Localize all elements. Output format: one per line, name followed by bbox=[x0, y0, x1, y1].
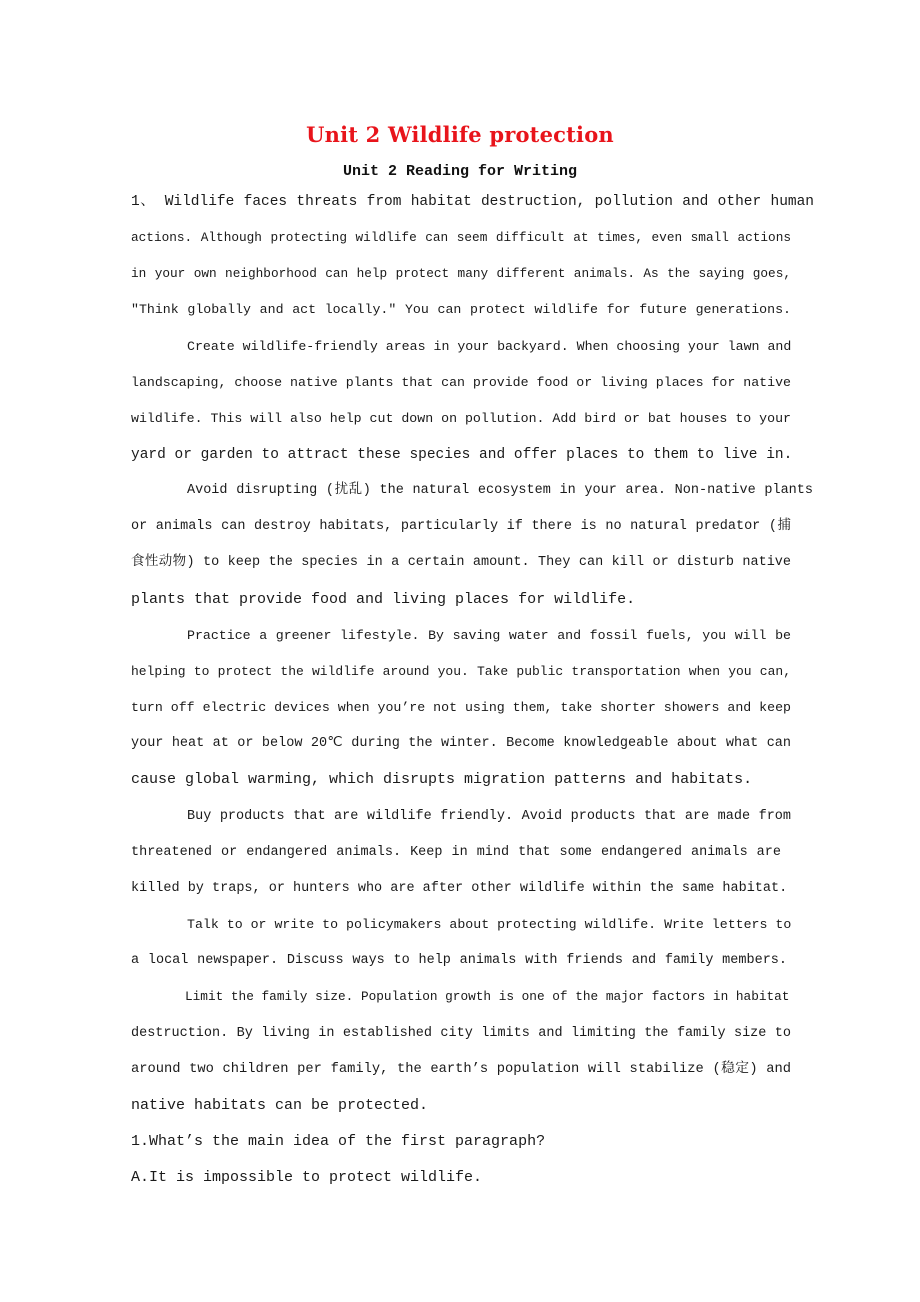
paragraph-3-line-3: 食性动物) to keep the species in a certain amount. They can kill or disturb native bbox=[131, 555, 791, 570]
paragraph-2-line-1: Create wildlife-friendly areas in your backyard. When choosing your lawn and bbox=[187, 339, 792, 354]
paragraph-4-line-3: turn off electric devices when you’re not using them, take shorter showers and keep bbox=[131, 700, 791, 715]
paragraph-5-line-1: Buy products that are wildlife friendly. Avoid products that are made from bbox=[187, 809, 791, 824]
paragraph-1-line-1: 1、 Wildlife faces threats from habitat destruction, pollution and other human bbox=[131, 194, 814, 210]
paragraph-6-line-2: a local newspaper. Discuss ways to help animals with friends and family members. bbox=[131, 953, 787, 968]
paragraph-7-line-4: native habitats can be protected. bbox=[131, 1097, 429, 1114]
paragraph-4-line-5: cause global warming, which disrupts migration patterns and habitats. bbox=[131, 771, 753, 788]
paragraph-7-line-1: Limit the family size. Population growth is one of the major factors in habitat bbox=[185, 989, 790, 1004]
paragraph-4-line-2: helping to protect the wildlife around you. Take public transportation when you can, bbox=[131, 664, 791, 679]
paragraph-7-line-3: around two children per family, the earth’s population will stabilize (稳定) and bbox=[131, 1062, 791, 1077]
paragraph-3-line-2: or animals can destroy habitats, particularly if there is no natural predator (捕 bbox=[131, 519, 791, 534]
paragraph-2-line-2: landscaping, choose native plants that can provide food or living places for native bbox=[131, 375, 791, 390]
paragraph-5-line-2: threatened or endangered animals. Keep in mind that some endangered animals are bbox=[131, 845, 781, 860]
paragraph-2-line-4: yard or garden to attract these species and offer places to them to live in. bbox=[131, 447, 793, 463]
paragraph-6-line-1: Talk to or write to policymakers about protecting wildlife. Write letters to bbox=[187, 917, 792, 932]
paragraph-1-line-4: "Think globally and act locally." You can protect wildlife for future generations. bbox=[131, 302, 791, 317]
paragraph-7-line-2: destruction. By living in established city limits and limiting the family size to bbox=[131, 1026, 791, 1041]
paragraph-1-line-2: actions. Although protecting wildlife can seem difficult at times, even small actions bbox=[131, 230, 791, 245]
paragraph-1-line-3: in your own neighborhood can help protect many different animals. As the saying goes, bbox=[131, 266, 791, 281]
paragraph-3-line-4: plants that provide food and living places for wildlife. bbox=[131, 591, 636, 608]
paragraph-4-line-4: your heat at or below 20℃ during the winter. Become knowledgeable about what can bbox=[131, 736, 791, 751]
paragraph-4-line-1: Practice a greener lifestyle. By saving water and fossil fuels, you will be bbox=[187, 628, 791, 643]
paragraph-2-line-3: wildlife. This will also help cut down on pollution. Add bird or bat houses to your bbox=[131, 411, 791, 426]
question-option-a: A.It is impossible to protect wildlife. bbox=[131, 1169, 483, 1186]
paragraph-3-line-1: Avoid disrupting (扰乱) the natural ecosystem in your area. Non-native plants bbox=[187, 483, 813, 498]
document-title: Unit 2 Wildlife protection bbox=[306, 122, 614, 147]
document-subtitle: Unit 2 Reading for Writing bbox=[342, 163, 578, 180]
question-stem: 1.What’s the main idea of the first paragraph? bbox=[131, 1133, 546, 1150]
paragraph-5-line-3: killed by traps, or hunters who are after other wildlife within the same habitat. bbox=[131, 881, 788, 896]
